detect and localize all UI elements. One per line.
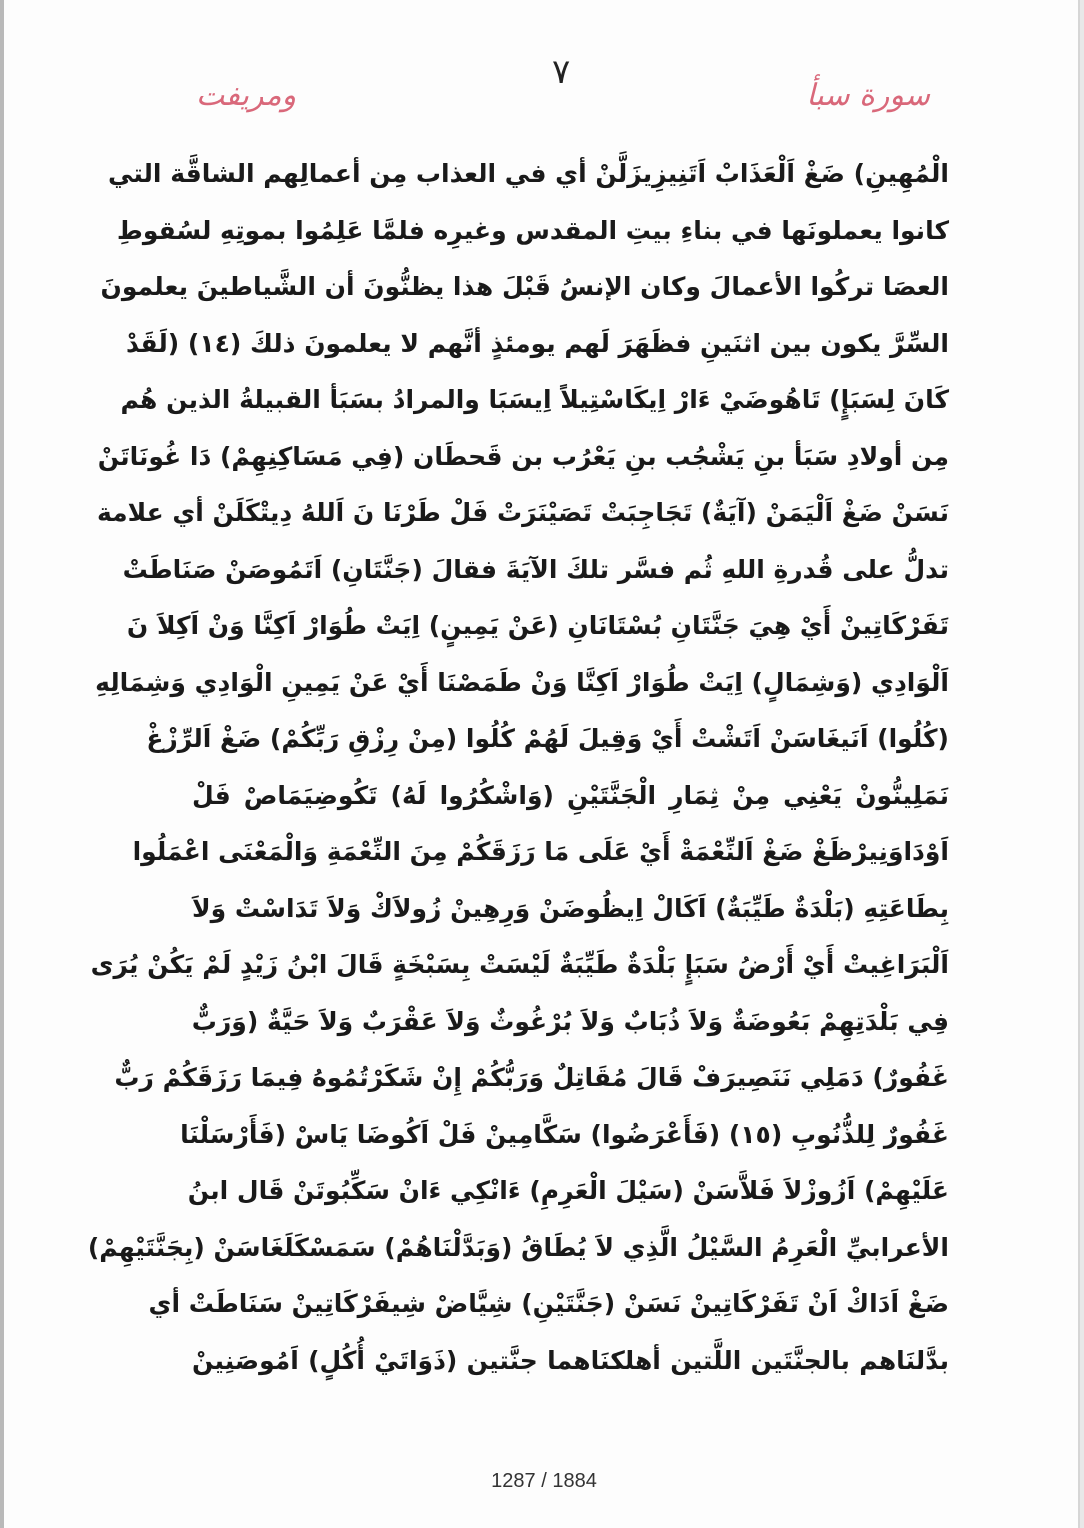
margin-note-left: ومريفت [196,78,297,113]
text-line: تَفَرْكَاتِينْ أَيْ هِيَ جَنَّتَانِ بُسْتَانَانِ (عَنْ يَمِينٍ) اِيَتْ طُوَارْ اَكِنَّا وَنْ اَكِلاَ نَ [126,611,949,640]
text-line: نَمَلِينُّونْ يَعْنِي مِنْ ثِمَارِ الْجَنَّتَيْنِ (وَاشْكُرُوا لَهُ) تَكُوضِيَمَاصْ فَلْ [192,780,949,810]
text-line: الْمُهِينِ) ضَغْ اَلْعَذَابْ اَتَنِيزِيزَلَّنْ أي في العذاب مِن أعمالِهم الشاقَّة التي [108,159,949,188]
text-line: تدلُّ على قُدرةِ اللهِ ثُم فسَّر تلكَ الآيَةَ فقالَ (جَنَّتَانِ) اَتَمُوصَنْ صَنَاطَتْ [122,554,949,584]
tafsir-body-text [87,146,949,1389]
text-line: غَفُورٌ لِلذُّنُوبِ (١٥) (فَأَعْرَضُوا) سَكَّامِينْ فَلْ اَكُوضَا يَاسْ (فَأَرْسَلْنَا [180,1119,949,1149]
text-line: عَلَيْهِمْ) اَزُوزْلاَ فَلاَّسَنْ (سَيْلَ الْعَرِمِ) ءَانْكِي ءَانْ سَكِّبُوتَنْ قَال ابنُ [187,1176,949,1205]
margin-note-surah: سورة سبأ [806,78,930,113]
text-line: مِن أولادِ سَبَأ بنِ يَشْجُب بنِ يَعْرُب بن قَحطَان (فِي مَسَاكِنِهِمْ) دَا غُونَاتَنْ [97,441,949,471]
text-line: اَلْوَادِي (وَشِمَالٍ) اِيَتْ طُوَارْ اَكِنَّا وَنْ طَمَصْنَا أَيْ عَنْ يَمِينِ الْوَادِي وَشِمَالِهِ [95,667,949,697]
text-line: بِطَاعَتِهِ (بَلْدَةٌ طَيِّبَةٌ) اَكَالْ اِيظُوضَنْ وَرِهِينْ زُولاَكْ وَلاَ تَدَاسْتْ وَلاَ [192,893,949,923]
pagination-indicator: 1287 / 1884 [491,1470,597,1492]
page-edge [1078,0,1080,1528]
text-line: اَوْدَاوَنِيرْظَغْ ضَغْ اَلنِّعْمَةْ أَيْ عَلَى مَا رَزَقَكُمْ مِنَ النِّعْمَةِ وَالْمَعْنَى اعْمَلُوا [132,837,949,866]
text-line: غَفُورٌ) دَمَلِي نَنَصِيرَفْ قَالَ مُقَاتِلٌ وَرَبُّكُمْ إِنْ شَكَرْتُمُوهُ فِيمَا رَزَقَكُمْ رَبٌّ [114,1063,949,1092]
text-line: نَسَنْ ضَغْ اَلْيَمَنْ (آيَةٌ) تَجَاجِبَتْ تَصَيْنَرَتْ فَلْ طَرْنَا نَ اَللهُ دِيتْكَلَنْ أي علامة [96,498,949,527]
text-line: العصَا تركُوا الأعمالَ وكان الإنسُ قَبْلَ هذا يظنُّونَ أن الشَّياطينَ يعلمونَ [100,272,949,301]
text-line: ضَغْ اَدَاكْ اَنْ تَفَرْكَاتِينْ نَسَنْ (جَنَّتَيْنِ) شِيَّاضْ شِيفَرْكَاتِينْ سَنَاطَتْ أي [148,1289,949,1318]
text-line: السِّرَّ يكون بين اثنَينِ فظَهَرَ لَهم يومئذٍ أنَّهم لا يعلمونَ ذلكَ (١٤) (لَقَدْ [125,328,949,358]
text-line: الأعرابيِّ الْعَرِمُ السَّيْلُ الَّذِي لاَ يُطَاقُ (وَبَدَّلْنَاهُمْ) سَمَسْكَلَغَاسَنْ (بِجَنَّتَيْهِمْ) [87,1232,949,1262]
text-line: فِي بَلْدَتِهِمْ بَعُوضَةٌ وَلاَ ذُبَابٌ وَلاَ بُرْغُوثٌ وَلاَ عَقْرَبٌ وَلاَ حَيَّةٌ (وَرَبٌّ [191,1006,949,1036]
page-number: ٧ [552,52,571,92]
text-line: كَانَ لِسَبَإٍ) تَاهُوضَيْ ءَارْ اِيكَاسْتِيلاً اِيسَبَا والمرادُ بسَبَأ القبيلةُ الذين هُم [120,385,949,414]
text-line: (كُلُوا) اَنَيغَاسَنْ اَتَشْتْ أَيْ وَقِيلَ لَهُمْ كُلُوا (مِنْ رِزْقِ رَبِّكُمْ) ضَغْ اَلرِّزْغْ [146,724,949,753]
text-line: بدَّلنَاهم بالجنَّتَين اللَّتين أهلكنَاهما جنَّتين (ذَوَاتَيْ أُكُلٍ) اَمُوصَنِينْ [192,1345,949,1375]
text-line: كانوا يعملونَها في بناءِ بيتِ المقدس وغيرِه فلمَّا عَلِمُوا بموتِهِ لسُقوطِ [116,215,949,245]
text-line: اَلْبَرَاغِيتْ أَيْ أَرْضُ سَبَإٍ بَلْدَةٌ طَيِّبَةٌ لَيْسَتْ بِسَبْخَةٍ قَالَ ابْنُ زَيْدٍ لَمْ يَكُنْ يُرَى [90,950,949,979]
